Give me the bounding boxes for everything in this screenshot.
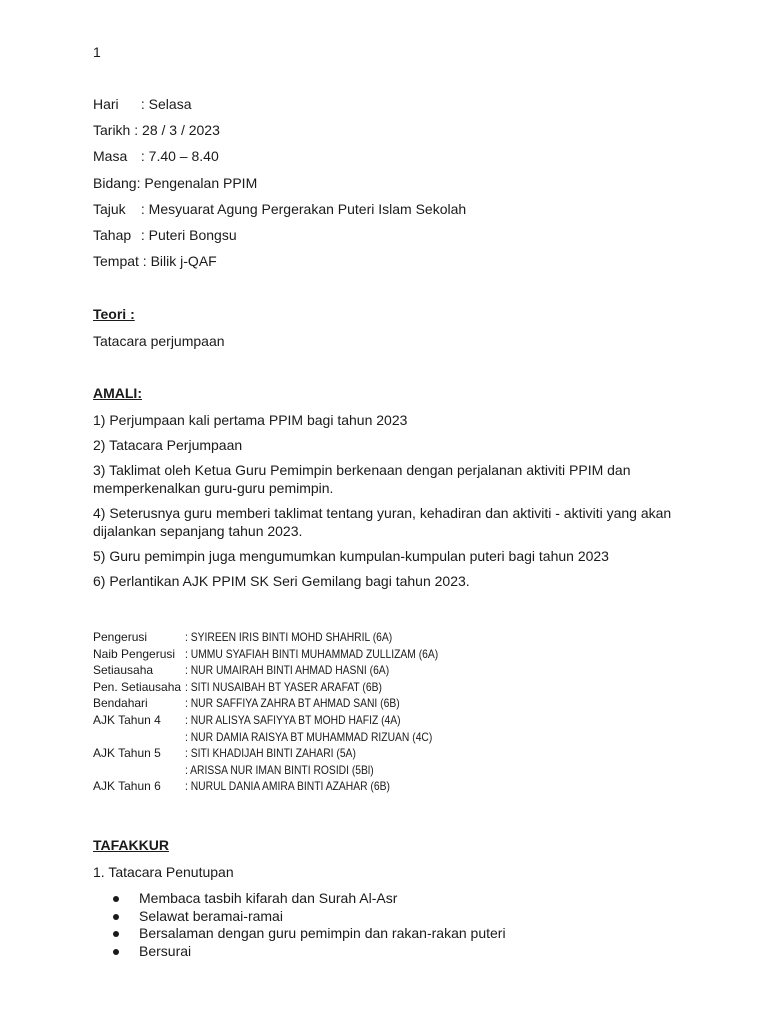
teori-heading: Teori : (93, 306, 135, 322)
detail-separator: : (138, 253, 151, 270)
detail-value: Bilik j-QAF (150, 253, 217, 270)
ajk-role: Setiausaha (93, 663, 154, 678)
detail-value: Mesyuarat Agung Pergerakan Puteri Islam Sekolah (148, 200, 467, 217)
detail-label: Tahap (93, 226, 132, 243)
bullet-dot-icon (113, 949, 119, 955)
bullet-text: Bersalaman dengan guru pemimpin dan rakan-rakan puteri (139, 925, 506, 942)
bullet-item (113, 908, 506, 926)
detail-row-tajuk (93, 200, 466, 226)
detail-row-tempat (93, 252, 466, 278)
detail-label: Masa (93, 148, 128, 165)
detail-label: Tajuk (93, 200, 126, 217)
ajk-row (93, 679, 479, 696)
detail-label: Bidang (93, 174, 137, 191)
detail-value: Selasa (148, 96, 192, 112)
ajk-name: : UMMU SYAFIAH BINTI MUHAMMAD ZULLIZAM (6A) (185, 646, 439, 661)
teori-text: Tatacara perjumpaan (93, 333, 225, 349)
detail-value: 7.40 – 8.40 (148, 148, 219, 165)
ajk-row (93, 712, 479, 729)
bullet-item (113, 943, 506, 961)
ajk-role: Pen. Setiausaha (93, 679, 182, 694)
ajk-name: : SITI NUSAIBAH BT YASER ARAFAT (6B) (185, 679, 382, 694)
ajk-name: : NUR ALISYA SAFIYYA BT MOHD HAFIZ (4A) (185, 712, 401, 727)
bullet-dot-icon (113, 914, 119, 920)
detail-separator: : (130, 122, 143, 139)
ajk-role: Bendahari (93, 696, 148, 711)
meeting-details (93, 95, 466, 278)
ajk-name: : NUR UMAIRAH BINTI AHMAD HASNI (6A) (185, 663, 390, 678)
ajk-name: : SITI KHADIJAH BINTI ZAHARI (5A) (185, 746, 356, 761)
amali-item: 2) Tatacara Perjumpaan (93, 437, 243, 453)
amali-item: 3) Taklimat oleh Ketua Guru Pemimpin berkenaan dengan perjalanan aktiviti PPIM dan memperkenalkan guru-guru pemimpin. (93, 462, 631, 496)
ajk-row (93, 778, 479, 795)
amali-heading: AMALI: (93, 385, 142, 401)
amali-item: 5) Guru pemimpin juga mengumumkan kumpulan-kumpulan puteri bagi tahun 2023 (93, 548, 609, 564)
bullet-text: Bersurai (139, 942, 192, 959)
amali-item: 6) Perlantikan AJK PPIM SK Seri Gemilang bagi tahun 2023. (93, 573, 470, 589)
detail-value: Puteri Bongsu (148, 226, 237, 243)
detail-row-hari (93, 95, 466, 121)
tafakkur-subheading: 1. Tatacara Penutupan (93, 864, 234, 880)
detail-value: 28 / 3 / 2023 (142, 122, 220, 139)
ajk-role: AJK Tahun 5 (93, 746, 161, 761)
amali-list (93, 411, 693, 597)
detail-separator: : (137, 226, 149, 243)
detail-label: Tempat (93, 253, 139, 270)
ajk-role: Naib Pengerusi (93, 646, 176, 661)
ajk-row (93, 646, 479, 663)
ajk-name: : SYIREEN IRIS BINTI MOHD SHAHRIL (6A) (185, 630, 393, 644)
detail-row-bidang (93, 174, 466, 200)
ajk-name: : NUR DAMIA RAISYA BT MUHAMMAD RIZUAN (4C) (185, 729, 433, 744)
ajk-committee-list (93, 629, 479, 795)
bullet-dot-icon (113, 931, 119, 937)
ajk-row (93, 762, 479, 779)
detail-row-masa (93, 147, 466, 173)
bullet-text: Membaca tasbih kifarah dan Surah Al-Asr (139, 890, 398, 906)
detail-value: Pengenalan PPIM (144, 174, 258, 191)
bullet-item (113, 925, 506, 943)
amali-item: 1) Perjumpaan kali pertama PPIM bagi tahun 2023 (93, 412, 408, 428)
detail-row-tahap (93, 226, 466, 252)
ajk-row (93, 662, 479, 679)
ajk-row (93, 729, 479, 746)
detail-label: Hari (93, 96, 119, 112)
detail-separator: : (137, 200, 149, 217)
ajk-row (93, 695, 479, 712)
tafakkur-bullet-list (113, 890, 506, 960)
detail-separator: : (137, 96, 149, 112)
bullet-item (113, 890, 506, 908)
detail-separator: : (136, 174, 145, 191)
ajk-row (93, 745, 479, 762)
ajk-row (93, 629, 479, 646)
ajk-role: AJK Tahun 6 (93, 779, 161, 794)
ajk-role: AJK Tahun 4 (93, 712, 161, 727)
ajk-name: : NURUL DANIA AMIRA BINTI AZAHAR (6B) (185, 779, 390, 794)
ajk-name: : NUR SAFFIYA ZAHRA BT AHMAD SANI (6B) (185, 696, 400, 711)
page-number: 1 (93, 44, 101, 60)
bullet-text: Selawat beramai-ramai (139, 907, 283, 924)
detail-separator: : (137, 148, 149, 165)
ajk-name: : ARISSA NUR IMAN BINTI ROSIDI (5Bl) (185, 762, 374, 777)
detail-label: Tarikh (93, 122, 131, 139)
tafakkur-heading: TAFAKKUR (93, 837, 169, 853)
amali-item: 4) Seterusnya guru memberi taklimat tentang yuran, kehadiran dan aktiviti - aktiviti yang akan dijalankan sepanjang tahun 2023. (93, 505, 672, 539)
bullet-dot-icon (113, 896, 119, 902)
ajk-role: Pengerusi (93, 630, 148, 644)
detail-row-tarikh (93, 121, 466, 147)
